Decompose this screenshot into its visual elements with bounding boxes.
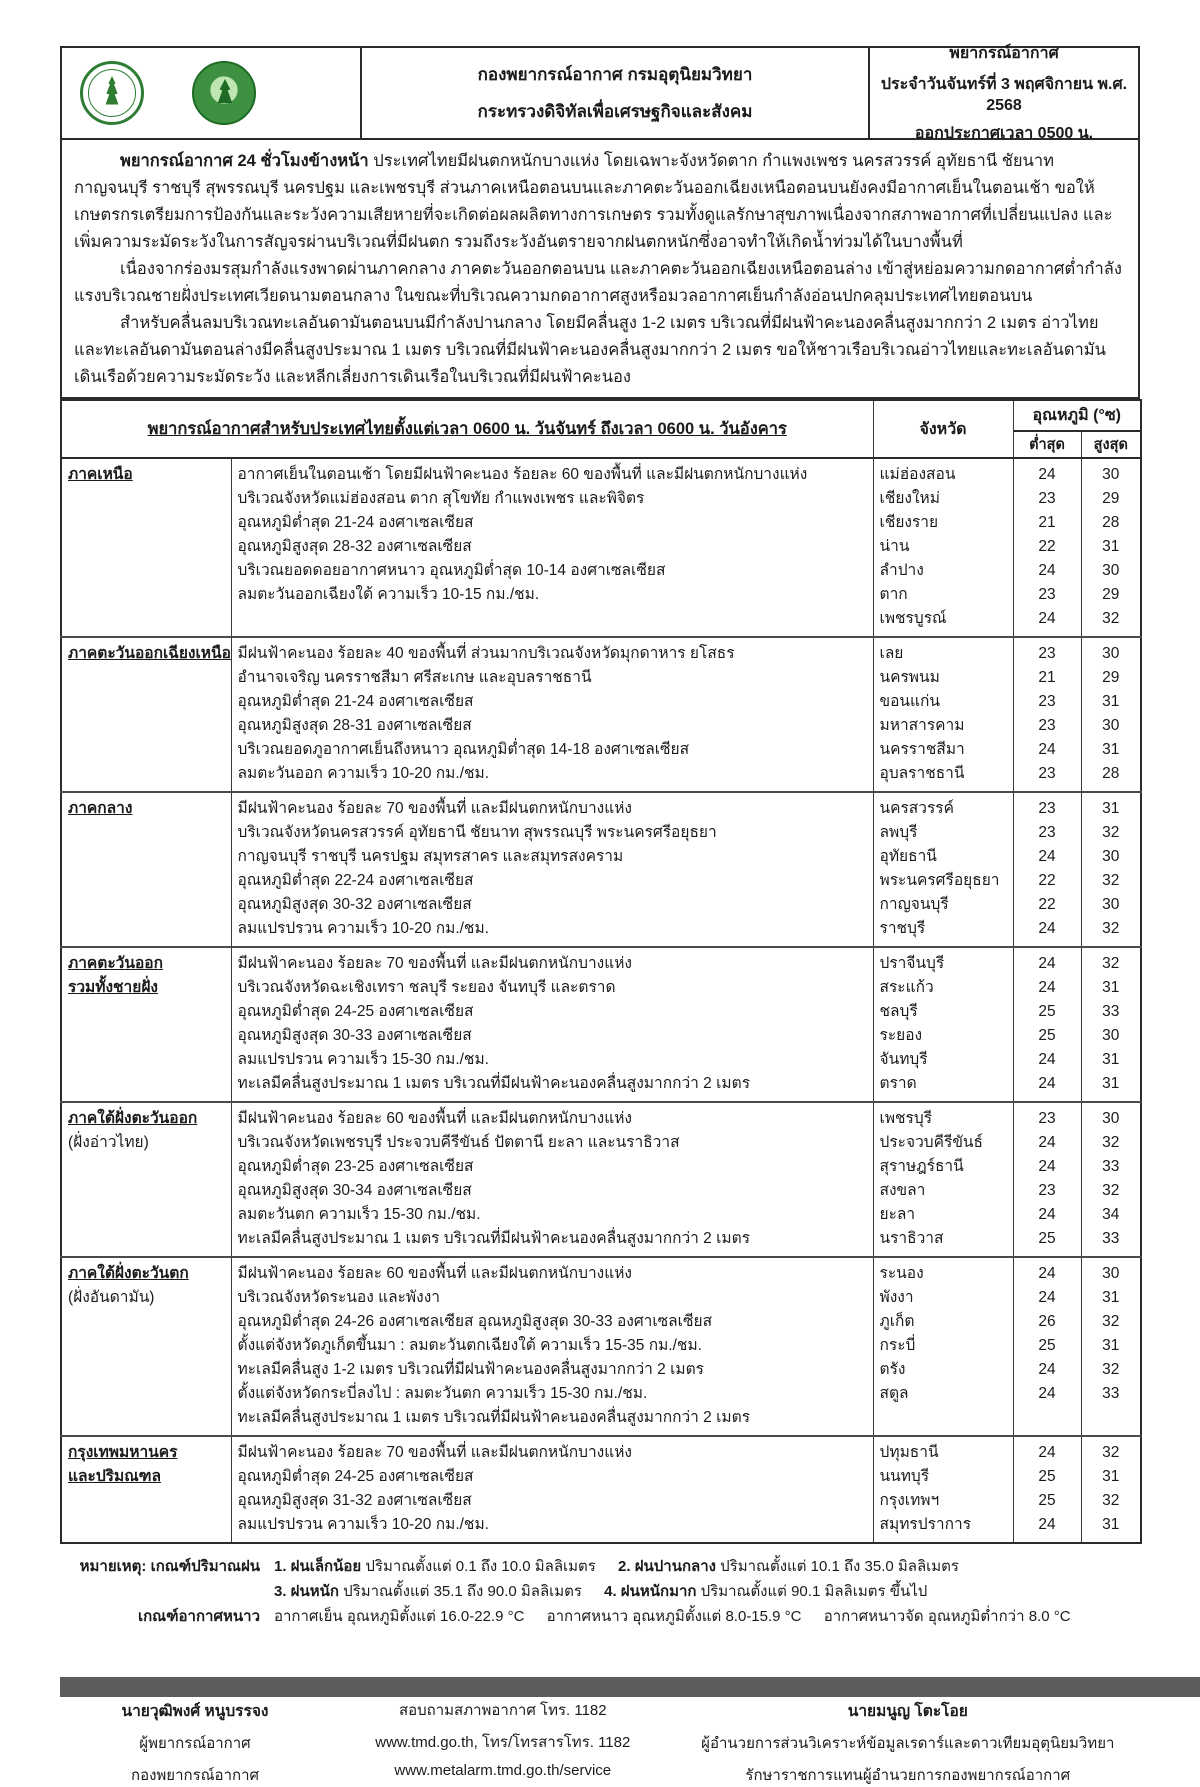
max-temp-value: 31: [1102, 800, 1120, 817]
max-temp-value: 30: [1102, 717, 1120, 734]
region-name-line: ภาคใต้ฝั่งตะวันออก: [68, 1110, 198, 1127]
min-temp-value: 24: [1038, 741, 1056, 758]
region-name-line: และปริมณฑล: [68, 1468, 161, 1485]
agency-title-block: [362, 48, 870, 138]
region-forecast-cell: [231, 1102, 873, 1257]
forecaster-block: [60, 1698, 330, 1787]
province-name: เชียงใหม่: [879, 490, 940, 507]
cold-desc-3: อุณหภูมิต่ำกว่า 8.0 °C: [927, 1608, 1071, 1625]
max-temp-value: 30: [1102, 896, 1120, 913]
forecast-line: อุณหภูมิต่ำสุด 24-26 องศาเซลเซียส อุณหภูมิสูงสุด 30-33 องศาเซลเซียส: [237, 1313, 713, 1330]
rain-criteria-line2: [274, 1579, 1140, 1604]
forecast-line: มีฝนฟ้าคะนอง ร้อยละ 70 ของพื้นที่ และมีฝนตกหนักบางแห่ง: [237, 800, 632, 817]
max-temp-value: 32: [1102, 1134, 1120, 1151]
rain-desc-2: ปริมาณตั้งแต่ 10.1 ถึง 35.0 มิลลิเมตร: [720, 1558, 959, 1575]
province-name: ปทุมธานี: [879, 1444, 939, 1461]
min-temp-cell: [1013, 637, 1081, 792]
region-forecast-cell: [231, 947, 873, 1102]
min-temp-value: 24: [1038, 920, 1056, 937]
province-name: ระยอง: [879, 1027, 923, 1044]
bulletin-meta-block: [870, 44, 1138, 142]
province-name: สมุทรปราการ: [879, 1516, 972, 1533]
director-block: [676, 1698, 1140, 1787]
forecast-line: ทะเลมีคลื่นสูง 1-2 เมตร บริเวณที่มีฝนฟ้าคะนองคลื่นสูงมากกว่า 2 เมตร: [237, 1361, 705, 1378]
province-name: กาญจนบุรี: [879, 896, 949, 913]
min-temp-value: 23: [1038, 800, 1056, 817]
region-row: [61, 1436, 1141, 1543]
forecast-line: มีฝนฟ้าคะนอง ร้อยละ 70 ของพื้นที่ และมีฝนตกหนักบางแห่ง: [237, 1444, 632, 1461]
forecast-line: มีฝนฟ้าคะนอง ร้อยละ 70 ของพื้นที่ และมีฝนตกหนักบางแห่ง: [237, 955, 632, 972]
region-name-line: (ฝั่งอ่าวไทย): [68, 1134, 149, 1151]
rain-term-3: 3. ฝนหนัก: [274, 1583, 339, 1600]
province-name: นครพนม: [879, 669, 940, 686]
max-temp-value: 31: [1102, 741, 1120, 758]
max-temp-value: 32: [1102, 920, 1120, 937]
max-temp-cell: [1081, 458, 1141, 637]
director-acting-role: รักษาราชการแทนผู้อำนวยการกองพยากรณ์อากาศ: [745, 1767, 1071, 1784]
min-temp-value: 24: [1038, 562, 1056, 579]
forecast-line: อำนาจเจริญ นครราชสีมา ศรีสะเกษ และอุบลราชธานี: [237, 669, 592, 686]
summary-paragraph-2: เนื่องจากร่องมรสุมกำลังแรงพาดผ่านภาคกลาง ภาคตะวันออกตอนบน และภาคตะวันออกเฉียงเหนือตอนล่าง เข้าสู่หย่อมความกดอากาศต่ำกำลังแรงบริเวณชายฝั่งประเทศเวียดนามตอนกลาง ในขณะที่บริเวณความกดอากาศสูงหรือมวลอากาศเย็นกำลังอ่อนปกคลุมประเทศไทยตอนบน: [74, 260, 1122, 305]
forecast-line: อากาศเย็นในตอนเช้า โดยมีฝนฟ้าคะนอง ร้อยละ 60 ของพื้นที่ และมีฝนตกหนักบางแห่ง: [237, 466, 808, 483]
column-header-province: จังหวัด: [873, 400, 1013, 458]
province-name: มหาสารคาม: [879, 717, 965, 734]
region-name-cell: [61, 1102, 231, 1257]
max-temp-value: 29: [1102, 669, 1120, 686]
contact-phone: สอบถามสภาพอากาศ โทร. 1182: [398, 1702, 607, 1719]
document-footer: [60, 1698, 1140, 1787]
min-temp-cell: [1013, 1257, 1081, 1436]
region-row: [61, 1102, 1141, 1257]
min-temp-value: 24: [1038, 466, 1056, 483]
max-temp-cell: [1081, 1436, 1141, 1543]
max-temp-value: 30: [1102, 562, 1120, 579]
min-temp-value: 25: [1038, 1337, 1056, 1354]
forecast-line: อุณหภูมิสูงสุด 30-32 องศาเซลเซียส: [237, 896, 472, 913]
summary-lead: พยากรณ์อากาศ 24 ชั่วโมงข้างหน้า: [120, 152, 369, 170]
forecast-line: ลมตะวันออกเฉียงใต้ ความเร็ว 10-15 กม./ชม.: [237, 586, 540, 603]
region-name-cell: [61, 1257, 231, 1436]
forecast-table-body: [61, 458, 1141, 1543]
max-temp-cell: [1081, 947, 1141, 1102]
province-name: น่าน: [879, 538, 910, 555]
province-name: ตราด: [879, 1075, 917, 1092]
min-temp-value: 24: [1038, 1289, 1056, 1306]
weather-bulletin-page: [60, 0, 1140, 1787]
min-temp-value: 24: [1038, 610, 1056, 627]
province-list-cell: [873, 1102, 1013, 1257]
summary-paragraph-3: สำหรับคลื่นลมบริเวณทะเลอันดามันตอนบนมีกำลังปานกลาง โดยมีคลื่นสูง 1-2 เมตร บริเวณที่มีฝนฟ้าคะนองคลื่นสูงมากกว่า 2 เมตร อ่าวไทยและทะเลอันดามันตอนล่างมีคลื่นสูงประมาณ 1 เมตร บริเวณที่มีฝนฟ้าคะนองคลื่นสูงมากกว่า 2 เมตร ขอให้ชาวเรือบริเวณอ่าวไทยและทะเลอันดามันเดินเรือด้วยความระมัดระวัง และหลีกเลี่ยงการเดินเรือในบริเวณที่มีฝนฟ้าคะนอง: [74, 314, 1106, 386]
tmd-seal-icon: [80, 61, 144, 125]
province-name: ตรัง: [879, 1361, 906, 1378]
summary-body-1: ประเทศไทยมีฝนตกหนักบางแห่ง โดยเฉพาะจังหวัดตาก กำแพงเพชร นครสวรรค์ อุทัยธานี ชัยนาท กาญจนบุรี ราชบุรี สุพรรณบุรี นครปฐม และเพชรบุรี ส่วนภาคเหนือตอนบนและภาคตะวันออกเฉียงเหนือตอนบนยังคงมีอากาศเย็นในตอนเช้า ขอให้เกษตรกรเตรียมการป้องกันและระวังความเสียหายที่จะเกิดต่อผลผลิตทางการเกษตร รวมทั้งดูแลรักษาสุขภาพเนื่องจากสภาพอากาศที่เปลี่ยนแปลง และเพิ่มความระมัดระวังในการสัญจรผ่านบริเวณที่มีฝนตก รวมถึงระวังอันตรายจากฝนตกหนักซึ่งอาจทำให้เกิดน้ำท่วมได้ในบางพื้นที่: [74, 152, 1113, 251]
province-list-cell: [873, 458, 1013, 637]
province-name: จันทบุรี: [879, 1051, 928, 1068]
max-temp-value: 34: [1102, 1206, 1120, 1223]
max-temp-value: 32: [1102, 1361, 1120, 1378]
min-temp-value: 26: [1038, 1313, 1056, 1330]
region-name-line: (ฝั่งอันดามัน): [68, 1289, 155, 1306]
province-name: ลพบุรี: [879, 824, 918, 841]
province-name: เชียงราย: [879, 514, 939, 531]
min-temp-value: 24: [1038, 848, 1056, 865]
max-temp-value: 32: [1102, 1492, 1120, 1509]
province-list-cell: [873, 1436, 1013, 1543]
min-temp-value: 25: [1038, 1468, 1056, 1485]
ministry-seal-icon: [192, 61, 256, 125]
forecast-table-title: พยากรณ์อากาศสำหรับประเทศไทยตั้งแต่เวลา 0600 น. วันจันทร์ ถึงเวลา 0600 น. วันอังคาร: [61, 400, 873, 458]
region-name-cell: [61, 947, 231, 1102]
region-forecast-cell: [231, 458, 873, 637]
max-temp-cell: [1081, 1257, 1141, 1436]
max-temp-value: 32: [1102, 1313, 1120, 1330]
max-temp-value: 31: [1102, 1468, 1120, 1485]
forecast-line: อุณหภูมิต่ำสุด 23-25 องศาเซลเซียส: [237, 1158, 474, 1175]
region-name-cell: [61, 637, 231, 792]
min-temp-value: 24: [1038, 1385, 1056, 1402]
province-list-cell: [873, 1257, 1013, 1436]
max-temp-value: 33: [1102, 1385, 1120, 1402]
rain-desc-4: ปริมาณตั้งแต่ 90.1 มิลลิเมตร ขึ้นไป: [700, 1583, 928, 1600]
max-temp-cell: [1081, 1102, 1141, 1257]
max-temp-value: 30: [1102, 466, 1120, 483]
forecast-line: บริเวณจังหวัดนครสวรรค์ อุทัยธานี ชัยนาท สุพรรณบุรี พระนครศรีอยุธยา: [237, 824, 717, 841]
region-name-line: รวมทั้งชายฝั่ง: [68, 979, 158, 996]
rain-desc-1: ปริมาณตั้งแต่ 0.1 ถึง 10.0 มิลลิเมตร: [365, 1558, 596, 1575]
max-temp-value: 31: [1102, 1075, 1120, 1092]
cold-criteria-line: [274, 1604, 1140, 1629]
min-temp-value: 22: [1038, 896, 1056, 913]
region-name-line: ภาคเหนือ: [68, 466, 133, 483]
max-temp-value: 31: [1102, 1051, 1120, 1068]
forecast-line: มีฝนฟ้าคะนอง ร้อยละ 60 ของพื้นที่ และมีฝนตกหนักบางแห่ง: [237, 1265, 632, 1282]
province-name: ลำปาง: [879, 562, 924, 579]
notes-section: [60, 1554, 1140, 1629]
province-list-cell: [873, 792, 1013, 947]
forecast-line: อุณหภูมิต่ำสุด 21-24 องศาเซลเซียส: [237, 693, 474, 710]
rain-criteria-line1: [274, 1554, 1140, 1579]
forecast-line: อุณหภูมิต่ำสุด 21-24 องศาเซลเซียส: [237, 514, 474, 531]
max-temp-value: 32: [1102, 1444, 1120, 1461]
province-name: อุทัยธานี: [879, 848, 937, 865]
column-header-temperature: อุณหภูมิ (°ซ): [1013, 400, 1141, 431]
rain-term-1: 1. ฝนเล็กน้อย: [274, 1558, 362, 1575]
max-temp-value: 31: [1102, 1289, 1120, 1306]
min-temp-value: 24: [1038, 1075, 1056, 1092]
province-name: นครสวรรค์: [879, 800, 954, 817]
director-role: ผู้อำนวยการส่วนวิเคราะห์ข้อมูลเรดาร์และดาวเทียมอุตุนิยมวิทยา: [701, 1735, 1115, 1752]
min-temp-value: 23: [1038, 1182, 1056, 1199]
forecast-line: บริเวณจังหวัดฉะเชิงเทรา ชลบุรี ระยอง จันทบุรี และตราด: [237, 979, 616, 996]
region-name-line: ภาคใต้ฝั่งตะวันตก: [68, 1265, 189, 1282]
min-temp-value: 25: [1038, 1003, 1056, 1020]
header-logos: [62, 48, 362, 138]
max-temp-value: 30: [1102, 1027, 1120, 1044]
forecast-line: ลมตะวันออก ความเร็ว 10-20 กม./ชม.: [237, 765, 490, 782]
min-temp-cell: [1013, 458, 1081, 637]
rain-desc-3: ปริมาณตั้งแต่ 35.1 ถึง 90.0 มิลลิเมตร: [343, 1583, 582, 1600]
notes-label-cold: เกณฑ์อากาศหนาว: [137, 1608, 260, 1625]
region-forecast-cell: [231, 637, 873, 792]
agency-line2: กระทรวงดิจิทัลเพื่อเศรษฐกิจและสังคม: [477, 102, 753, 121]
forecast-line: บริเวณจังหวัดระนอง และพังงา: [237, 1289, 440, 1306]
forecast-line: อุณหภูมิสูงสุด 30-33 องศาเซลเซียส: [237, 1027, 472, 1044]
province-name: ระนอง: [879, 1265, 924, 1282]
region-name-cell: [61, 792, 231, 947]
province-name: ปราจีนบุรี: [879, 955, 945, 972]
min-temp-value: 25: [1038, 1492, 1056, 1509]
province-name: ประจวบคีรีขันธ์: [879, 1134, 983, 1151]
province-name: สงขลา: [879, 1182, 926, 1199]
max-temp-value: 32: [1102, 872, 1120, 889]
max-temp-value: 30: [1102, 1110, 1120, 1127]
forecaster-division: กองพยากรณ์อากาศ: [130, 1767, 260, 1784]
max-temp-value: 33: [1102, 1003, 1120, 1020]
cold-term-3: อากาศหนาวจัด: [823, 1608, 924, 1625]
forecast-line: มีฝนฟ้าคะนอง ร้อยละ 60 ของพื้นที่ และมีฝนตกหนักบางแห่ง: [237, 1110, 632, 1127]
forecast-line: ตั้งแต่จังหวัดกระบี่ลงไป : ลมตะวันตก ความเร็ว 15-30 กม./ชม.: [237, 1385, 648, 1402]
region-row: [61, 458, 1141, 637]
forecast-line: ลมแปรปรวน ความเร็ว 10-20 กม./ชม.: [237, 920, 489, 937]
region-row: [61, 637, 1141, 792]
max-temp-value: 32: [1102, 1182, 1120, 1199]
province-list-cell: [873, 947, 1013, 1102]
max-temp-value: 29: [1102, 586, 1120, 603]
max-temp-value: 32: [1102, 955, 1120, 972]
forecast-line: บริเวณยอดภูอากาศเย็นถึงหนาว อุณหภูมิต่ำสุด 14-18 องศาเซลเซียส: [237, 741, 690, 758]
forecast-line: ทะเลมีคลื่นสูงประมาณ 1 เมตร บริเวณที่มีฝนฟ้าคะนองคลื่นสูงมากกว่า 2 เมตร: [237, 1409, 751, 1426]
max-temp-value: 28: [1102, 514, 1120, 531]
forecast-line: มีฝนฟ้าคะนอง ร้อยละ 40 ของพื้นที่ ส่วนมากบริเวณจังหวัดมุกดาหาร ยโสธร: [237, 645, 735, 662]
region-row: [61, 792, 1141, 947]
forecast-line: กาญจนบุรี ราชบุรี นครปฐม สมุทรสาคร และสมุทรสงคราม: [237, 848, 624, 865]
min-temp-value: 23: [1038, 645, 1056, 662]
region-name-line: ภาคตะวันออก: [68, 955, 163, 972]
contact-website: www.tmd.go.th, โทร/โทรสารโทร. 1182: [375, 1734, 631, 1751]
forecast-line: อุณหภูมิต่ำสุด 24-25 องศาเซลเซียส: [237, 1468, 474, 1485]
cold-term-2: อากาศหนาว: [546, 1608, 629, 1625]
min-temp-value: 23: [1038, 717, 1056, 734]
province-name: ชลบุรี: [879, 1003, 918, 1020]
region-forecast-cell: [231, 1257, 873, 1436]
forecast-line: อุณหภูมิสูงสุด 28-31 องศาเซลเซียส: [237, 717, 472, 734]
director-name: นายมนูญ โตะโอย: [847, 1703, 968, 1720]
forecast-line: บริเวณจังหวัดแม่ฮ่องสอน ตาก สุโขทัย กำแพงเพชร และพิจิตร: [237, 490, 645, 507]
bulletin-title: พยากรณ์อากาศ: [949, 44, 1059, 62]
min-temp-value: 23: [1038, 490, 1056, 507]
column-header-max: สูงสุด: [1081, 431, 1141, 458]
min-temp-value: 22: [1038, 538, 1056, 555]
province-name: นครราชสีมา: [879, 741, 965, 758]
min-temp-value: 25: [1038, 1230, 1056, 1247]
province-name: แม่ฮ่องสอน: [879, 466, 956, 483]
column-header-min: ต่ำสุด: [1013, 431, 1081, 458]
forecast-line: ลมแปรปรวน ความเร็ว 10-20 กม./ชม.: [237, 1516, 489, 1533]
region-name-line: ภาคกลาง: [68, 800, 133, 817]
province-name: เพชรบูรณ์: [879, 610, 947, 627]
cold-desc-1: อุณหภูมิตั้งแต่ 16.0-22.9 °C: [346, 1608, 525, 1625]
forecast-line: บริเวณจังหวัดเพชรบุรี ประจวบคีรีขันธ์ ปัตตานี ยะลา และนราธิวาส: [237, 1134, 680, 1151]
province-name: สุราษฎร์ธานี: [879, 1158, 964, 1175]
min-temp-value: 23: [1038, 824, 1056, 841]
min-temp-value: 24: [1038, 1206, 1056, 1223]
max-temp-value: 29: [1102, 490, 1120, 507]
province-name: กระบี่: [879, 1337, 916, 1354]
forecast-line: อุณหภูมิสูงสุด 30-34 องศาเซลเซียส: [237, 1182, 472, 1199]
forecast-line: อุณหภูมิต่ำสุด 22-24 องศาเซลเซียส: [237, 872, 474, 889]
max-temp-value: 31: [1102, 1516, 1120, 1533]
max-temp-value: 31: [1102, 693, 1120, 710]
province-name: ยะลา: [879, 1206, 916, 1223]
max-temp-value: 28: [1102, 765, 1120, 782]
min-temp-value: 24: [1038, 955, 1056, 972]
cold-term-1: อากาศเย็น: [274, 1608, 343, 1625]
province-name: สระแก้ว: [879, 979, 934, 996]
min-temp-value: 21: [1038, 514, 1056, 531]
province-name: เพชรบุรี: [879, 1110, 933, 1127]
min-temp-value: 25: [1038, 1027, 1056, 1044]
forecast-table: [60, 399, 1142, 1544]
max-temp-value: 30: [1102, 1265, 1120, 1282]
max-temp-value: 32: [1102, 824, 1120, 841]
forecast-line: ลมตะวันตก ความเร็ว 15-30 กม./ชม.: [237, 1206, 481, 1223]
min-temp-value: 24: [1038, 1516, 1056, 1533]
max-temp-cell: [1081, 792, 1141, 947]
forecast-line: ลมแปรปรวน ความเร็ว 15-30 กม./ชม.: [237, 1051, 489, 1068]
max-temp-cell: [1081, 637, 1141, 792]
province-name: เลย: [879, 645, 904, 662]
region-name-line: ภาคตะวันออกเฉียงเหนือ: [68, 645, 231, 662]
forecaster-name: นายวุฒิพงศ์ หนูบรรจง: [121, 1703, 269, 1720]
min-temp-value: 24: [1038, 1134, 1056, 1151]
province-name: ขอนแก่น: [879, 693, 940, 710]
max-temp-value: 31: [1102, 1337, 1120, 1354]
region-forecast-cell: [231, 1436, 873, 1543]
region-name-cell: [61, 458, 231, 637]
region-forecast-cell: [231, 792, 873, 947]
province-name: กรุงเทพฯ: [879, 1492, 940, 1509]
min-temp-value: 23: [1038, 693, 1056, 710]
forecaster-role: ผู้พยากรณ์อากาศ: [139, 1735, 251, 1752]
province-name: พังงา: [879, 1289, 914, 1306]
max-temp-value: 32: [1102, 610, 1120, 627]
min-temp-value: 24: [1038, 1158, 1056, 1175]
min-temp-value: 21: [1038, 669, 1056, 686]
agency-line1: กองพยากรณ์อากาศ กรมอุตุนิยมวิทยา: [477, 65, 753, 84]
min-temp-value: 24: [1038, 1444, 1056, 1461]
forecast-line: ทะเลมีคลื่นสูงประมาณ 1 เมตร บริเวณที่มีฝนฟ้าคะนองคลื่นสูงมากกว่า 2 เมตร: [237, 1075, 751, 1092]
max-temp-value: 33: [1102, 1158, 1120, 1175]
province-name: นนทบุรี: [879, 1468, 930, 1485]
summary-paragraph-1: [74, 148, 1126, 256]
forecast-summary: [60, 140, 1140, 399]
forecast-line: บริเวณยอดดอยอากาศหนาว อุณหภูมิต่ำสุด 10-14 องศาเซลเซียส: [237, 562, 666, 579]
min-temp-value: 23: [1038, 586, 1056, 603]
min-temp-cell: [1013, 1102, 1081, 1257]
min-temp-value: 23: [1038, 1110, 1056, 1127]
min-temp-cell: [1013, 792, 1081, 947]
document-header: [60, 46, 1140, 140]
min-temp-value: 24: [1038, 979, 1056, 996]
province-name: สตูล: [879, 1385, 909, 1402]
province-name: นราธิวาส: [879, 1230, 944, 1247]
forecast-line: ทะเลมีคลื่นสูงประมาณ 1 เมตร บริเวณที่มีฝนฟ้าคะนองคลื่นสูงมากกว่า 2 เมตร: [237, 1230, 751, 1247]
rain-term-4: 4. ฝนหนักมาก: [604, 1583, 697, 1600]
contact-alert-site: www.metalarm.tmd.go.th/service: [394, 1762, 612, 1779]
forecast-line: อุณหภูมิต่ำสุด 24-25 องศาเซลเซียส: [237, 1003, 474, 1020]
forecast-line: ตั้งแต่จังหวัดภูเก็ตขึ้นมา : ลมตะวันตกเฉียงใต้ ความเร็ว 15-35 กม./ชม.: [237, 1337, 702, 1354]
forecast-line: อุณหภูมิสูงสุด 28-32 องศาเซลเซียส: [237, 538, 472, 555]
min-temp-value: 24: [1038, 1051, 1056, 1068]
min-temp-cell: [1013, 947, 1081, 1102]
min-temp-value: 24: [1038, 1265, 1056, 1282]
min-temp-value: 24: [1038, 1361, 1056, 1378]
max-temp-value: 31: [1102, 538, 1120, 555]
min-temp-value: 23: [1038, 765, 1056, 782]
max-temp-value: 31: [1102, 979, 1120, 996]
bulletin-issue-time: ออกประกาศเวลา 0500 น.: [914, 124, 1094, 142]
contact-block: [330, 1698, 676, 1787]
region-name-cell: [61, 1436, 231, 1543]
region-row: [61, 947, 1141, 1102]
province-list-cell: [873, 637, 1013, 792]
page-bottom-bar: [60, 1677, 1200, 1697]
max-temp-value: 33: [1102, 1230, 1120, 1247]
region-name-line: กรุงเทพมหานคร: [68, 1444, 178, 1461]
min-temp-value: 22: [1038, 872, 1056, 889]
bulletin-date: ประจำวันจันทร์ที่ 3 พฤศจิกายน พ.ศ. 2568: [880, 75, 1128, 114]
province-name: อุบลราชธานี: [879, 765, 965, 782]
region-row: [61, 1257, 1141, 1436]
min-temp-cell: [1013, 1436, 1081, 1543]
province-name: พระนครศรีอยุธยา: [879, 872, 1000, 889]
notes-label-rain: หมายเหตุ: เกณฑ์ปริมาณฝน: [79, 1558, 260, 1575]
province-name: ตาก: [879, 586, 908, 603]
province-name: ภูเก็ต: [879, 1313, 915, 1330]
max-temp-value: 30: [1102, 848, 1120, 865]
province-name: ราชบุรี: [879, 920, 926, 937]
forecast-line: อุณหภูมิสูงสุด 31-32 องศาเซลเซียส: [237, 1492, 472, 1509]
rain-term-2: 2. ฝนปานกลาง: [618, 1558, 716, 1575]
max-temp-value: 30: [1102, 645, 1120, 662]
cold-desc-2: อุณหภูมิตั้งแต่ 8.0-15.9 °C: [632, 1608, 802, 1625]
